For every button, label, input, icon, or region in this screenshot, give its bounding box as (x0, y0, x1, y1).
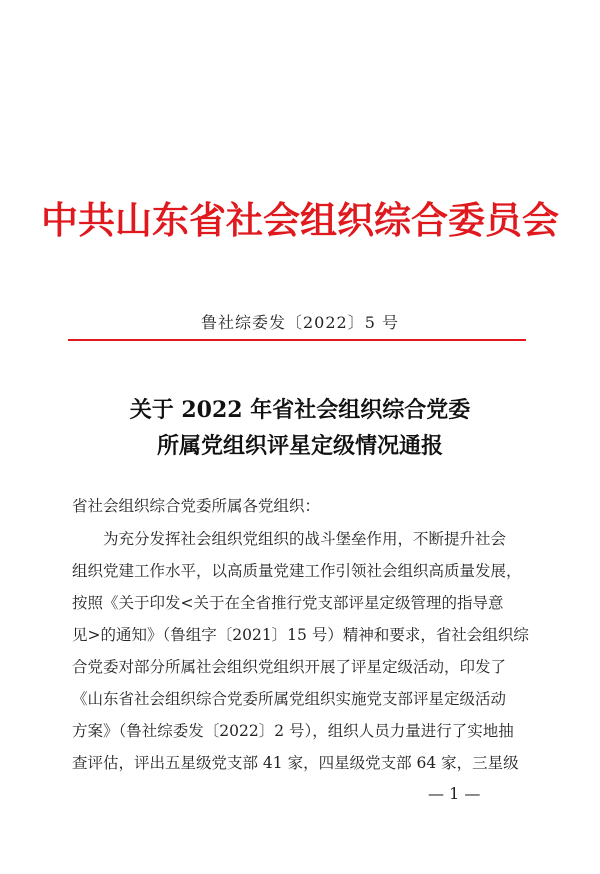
document-number: 鲁社综委发〔2022〕5 号 (201, 313, 399, 332)
body-line: 合党委对部分所属社会组织党组织开展了评星定级活动，印发了 (72, 658, 507, 676)
notice-title-line-1: 关于 2022 年省社会组织综合党委 (129, 397, 471, 423)
body-line: 见>的通知》（鲁组字〔2021〕15 号）精神和要求，省社会组织综 (72, 626, 529, 644)
salutation: 省社会组织综合党委所属各党组织： (72, 497, 321, 515)
body-line: 按照《关于印发<关于在全省推行党支部评星定级管理的指导意 (72, 594, 504, 612)
notice-title-line-2: 所属党组织评星定级情况通报 (156, 433, 443, 459)
red-divider-line (68, 339, 526, 341)
body-line: 《山东省社会组织综合党委所属党组织实施党支部评星定级活动 (72, 690, 507, 708)
notice-title (0, 392, 600, 464)
body-paragraph (72, 523, 532, 779)
body-line: 查评估，评出五星级党支部 41 家，四星级党支部 64 家，三星级 (72, 754, 519, 772)
body-line: 组织党建工作水平，以高质量党建工作引领社会组织高质量发展， (72, 562, 522, 580)
issuing-organization-title: 中共山东省社会组织综合委员会 (41, 198, 559, 242)
body-line: 为充分发挥社会组织党组织的战斗堡垒作用，不断提升社会 (103, 530, 507, 548)
page-number: — 1 — (428, 784, 481, 803)
body-line: 方案》（鲁社综委发〔2022〕2 号），组织人员力量进行了实地抽 (72, 722, 514, 740)
